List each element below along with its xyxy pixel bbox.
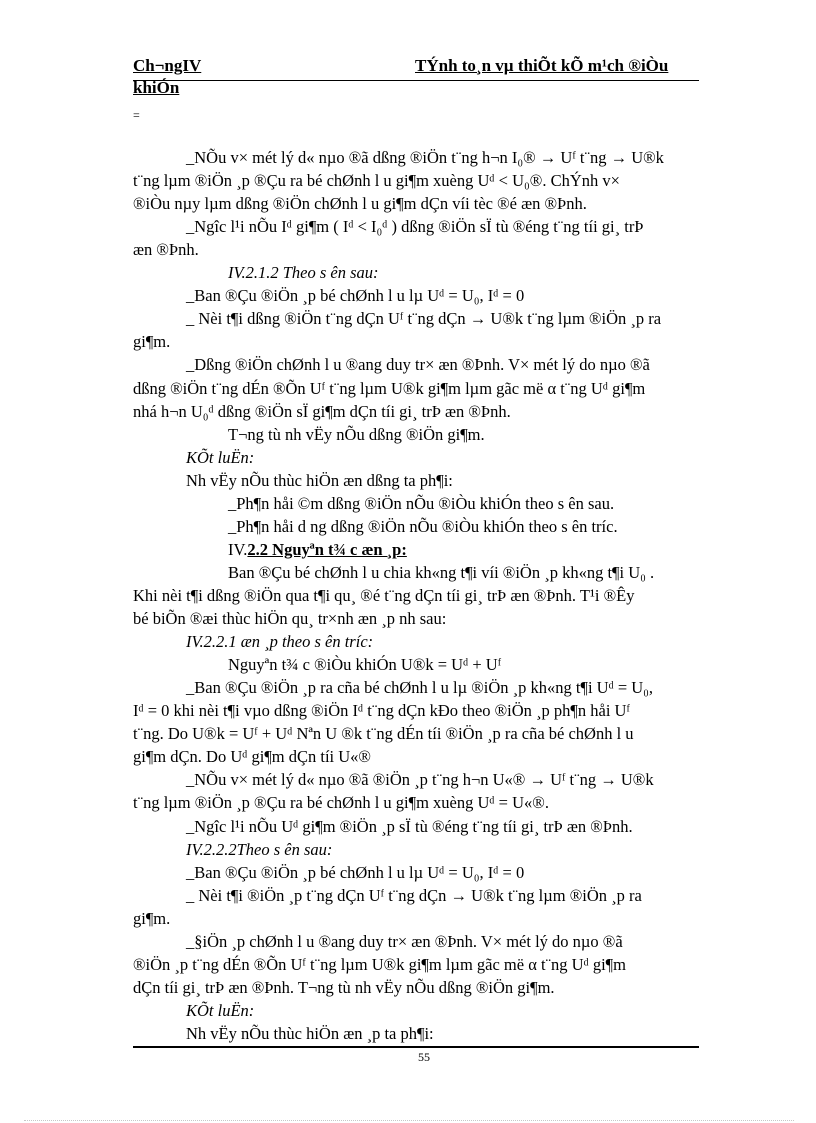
page-edge-dotted-rule (24, 1120, 794, 1121)
body-line: t¨ng lµm ®iÖn ¸p ®Çu ra bé chØnh l u gi¶m xuèng Uᵈ < U₀®. ChÝnh v× (133, 171, 620, 190)
page-number: 55 (418, 1050, 430, 1064)
body-line: _NÕu v× mét lý d« nµo ®ã dßng ®iÖn t¨ng h¬n I₀® → Uᶠ t¨ng → U®k (186, 148, 664, 167)
body-line: ®iÖn ¸p t¨ng dÉn ®Õn Uᶠ t¨ng lµm U®k gi¶m lµm gãc më α t¨ng Uᵈ gi¶m (133, 955, 626, 974)
body-line: _Ban ®Çu ®iÖn ¸p ra cña bé chØnh l u lµ ®iÖn ¸p kh«ng t¶i Uᵈ = U₀, (186, 678, 654, 697)
body-line: _ Nèi t¶i ®iÖn ¸p t¨ng dÇn Uᶠ t¨ng dÇn → U®k t¨ng lµm ®iÖn ¸p ra (186, 886, 642, 905)
body-line: Nh vËy nÕu thùc hiÖn æn dßng ta ph¶i: (186, 471, 453, 490)
body-line: _Ban ®Çu ®iÖn ¸p bé chØnh l u lµ Uᵈ = U₀, Iᵈ = 0 (186, 863, 525, 882)
conclusion-heading: KÕt luËn: (186, 1001, 255, 1020)
body-line: Iᵈ = 0 khi nèi t¶i vµo dßng ®iÖn Iᵈ t¨ng dÇn kÐo theo ®iÖn ¸p ph¶n håi Uᶠ (133, 701, 630, 720)
body-line: T¬ng tù nh vËy nÕu dßng ®iÖn gi¶m. (228, 425, 485, 444)
section-number-prefix: IV. (228, 540, 248, 559)
body-line: _Ph¶n håi d ng dßng ®iÖn nÕu ®iÒu khiÓn theo s ên tríc. (228, 517, 618, 536)
body-line: _Ph¶n håi ©m dßng ®iÖn nÕu ®iÒu khiÓn theo s ên sau. (228, 494, 615, 513)
body-line: _§iÖn ¸p chØnh l u ®ang duy tr× æn ®Þnh. V× mét lý do nµo ®ã (186, 932, 623, 951)
page-header (133, 54, 699, 81)
margin-marker: = (133, 108, 140, 122)
body-line: t¨ng lµm ®iÖn ¸p ®Çu ra bé chØnh l u gi¶m xuèng Uᵈ = U«®. (133, 793, 549, 812)
body-line: dßng ®iÖn t¨ng dÉn ®Õn Uᶠ t¨ng lµm U®k gi¶m lµm gãc më α t¨ng Uᵈ gi¶m (133, 379, 646, 398)
body-line: Khi nèi t¶i dßng ®iÖn qua t¶i qu¸ ®é t¨ng dÇn tíi gi¸ trÞ æn ®Þnh. T¹i ®Êy (133, 586, 635, 605)
section-heading: IV.2.1.2 Theo s ên sau: (228, 263, 379, 282)
conclusion-heading: KÕt luËn: (186, 448, 255, 467)
body-line: gi¶m. (133, 332, 171, 351)
section-heading: IV.2.2.2Theo s ên sau: (186, 840, 333, 859)
body-line: Nguyªn t¾ c ®iÒu khiÓn U®k = Uᵈ + Uᶠ (228, 655, 502, 674)
body-line: _Ngîc l¹i nÕu Uᵈ gi¶m ®iÖn ¸p sÏ tù ®éng t¨ng tíi gi¸ trÞ æn ®Þnh. (186, 817, 633, 836)
body-line: _Ban ®Çu ®iÖn ¸p bé chØnh l u lµ Uᵈ = U₀, Iᵈ = 0 (186, 286, 525, 305)
body-line: dÇn tíi gi¸ trÞ æn ®Þnh. T¬ng tù nh vËy nÕu dßng ®iÖn gi¶m. (133, 978, 555, 997)
body-line: t¨ng. Do U®k = Uᶠ + Uᵈ Nªn U ®k t¨ng dÉn tíi ®iÖn ¸p ra cña bé chØnh l u (133, 724, 634, 743)
body-line: ®iÒu nµy lµm dßng ®iÖn chØnh l u gi¶m dÇn víi tèc ®é æn ®Þnh. (133, 194, 587, 213)
body-line: æn ®Þnh. (133, 240, 199, 259)
body-line: _Ngîc l¹i nÕu Iᵈ gi¶m ( Iᵈ < I₀ᵈ ) dßng ®iÖn sÏ tù ®éng t¨ng tíi gi¸ trÞ (186, 217, 644, 236)
body-line: nhá h¬n U₀ᵈ dßng ®iÖn sÏ gi¶m dÇn tíi gi¸ trÞ æn ®Þnh. (133, 402, 511, 421)
section-title: 2.2 Nguyªn t¾ c æn ¸p: (247, 540, 407, 559)
body-line: Ban ®Çu bé chØnh l u chia kh«ng t¶i víi ®iÖn ¸p kh«ng t¶i U₀ . (228, 563, 655, 582)
section-heading: IV.2.2.1 æn ¸p theo s ên tríc: (186, 632, 374, 651)
body-line: _ Nèi t¶i dßng ®iÖn t¨ng dÇn Uᶠ t¨ng dÇn → U®k t¨ng lµm ®iÖn ¸p ra (186, 309, 662, 328)
chapter-title: TÝnh to¸n vµ thiÕt kÕ m¹ch ®iÒu (415, 56, 669, 75)
body-line: _NÕu v× mét lý d« nµo ®ã ®iÖn ¸p t¨ng h¬n U«® → Uᶠ t¨ng → U®k (186, 770, 654, 789)
footer-rule (133, 1046, 699, 1048)
body-line: _Dßng ®iÖn chØnh l u ®ang duy tr× æn ®Þnh. V× mét lý do nµo ®ã (186, 355, 650, 374)
chapter-title-continued: khiÓn (133, 78, 180, 97)
body-line: gi¶m. (133, 909, 171, 928)
section-heading-2-2 (228, 540, 407, 560)
chapter-label: Ch¬ngIV (133, 56, 202, 75)
body-line: Nh vËy nÕu thùc hiÖn æn ¸p ta ph¶i: (186, 1024, 434, 1043)
body-line: gi¶m dÇn. Do Uᵈ gi¶m dÇn tíi U«® (133, 747, 371, 766)
body-line: bé biÕn ®æi thùc hiÖn qu¸ tr×nh æn ¸p nh sau: (133, 609, 447, 628)
